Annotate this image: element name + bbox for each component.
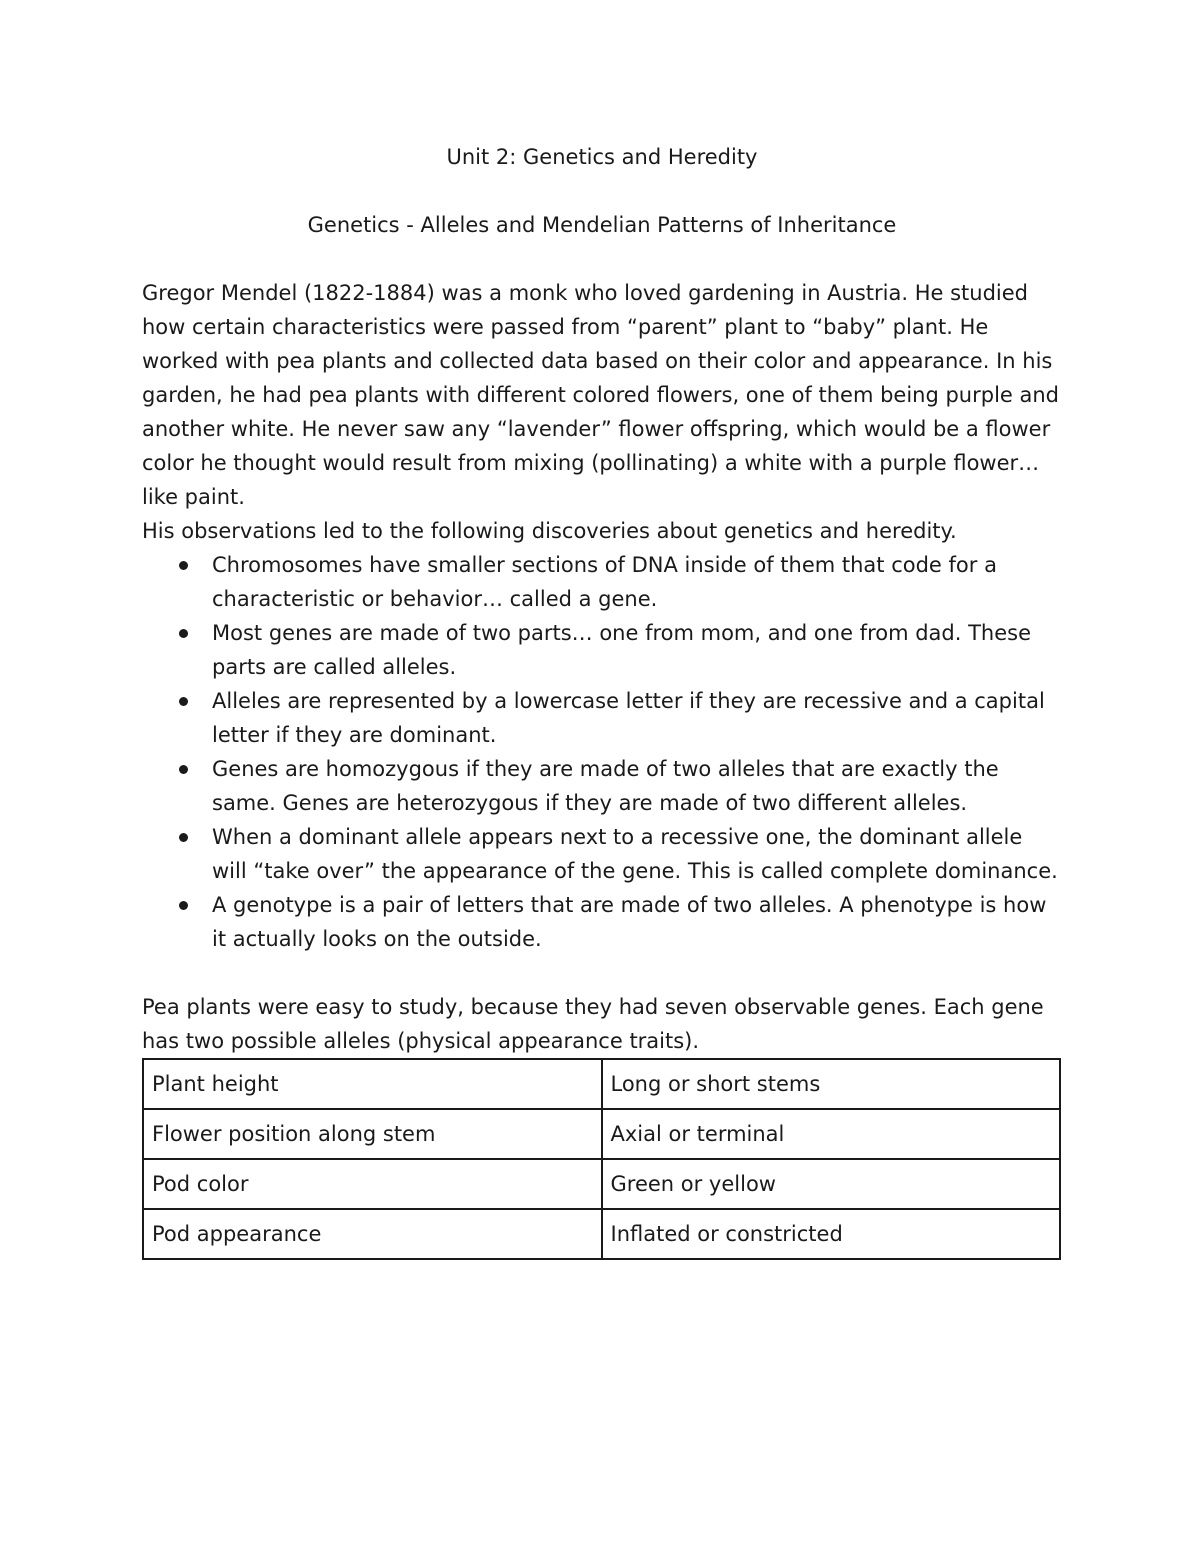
bullet-icon [179,697,188,706]
list-item [142,684,1062,752]
table-cell-alleles: Long or short stems [602,1059,1061,1109]
table-cell-trait: Pod appearance [143,1209,602,1259]
table-row [143,1059,1060,1109]
table-cell-trait: Flower position along stem [143,1109,602,1159]
discoveries-list [142,548,1062,956]
table-row [143,1109,1060,1159]
table-cell-trait: Plant height [143,1059,602,1109]
table-row [143,1159,1060,1209]
bullet-icon [179,561,188,570]
list-item-text: Most genes are made of two parts… one from mom, and one from dad. These parts are called alleles. [212,621,1032,679]
observations-lead: His observations led to the following discoveries about genetics and heredity. [142,519,957,543]
list-item [142,820,1062,888]
bullet-icon [179,629,188,638]
table-cell-alleles: Inflated or constricted [602,1209,1061,1259]
list-item [142,548,1062,616]
document-title: Unit 2: Genetics and Heredity [446,145,758,169]
table-cell-alleles: Axial or terminal [602,1109,1061,1159]
table-row [143,1209,1060,1259]
traits-table [142,1058,1061,1260]
bullet-icon [179,765,188,774]
list-item [142,752,1062,820]
document-page [142,140,1062,1260]
intro-paragraph: Gregor Mendel (1822-1884) was a monk who loved gardening in Austria. He studied how certain characteristics were passed from “parent” plant to “baby” plant. He worked with pea plants and collected data based on their color and appearance. In his garden, he had pea plants with different colored flowers, one of them being purple and another white. He never saw any “lavender” flower offspring, which would be a flower color he thought would result from mixing (pollinating) a white with a purple flower… like paint. [142,281,1060,509]
bullet-icon [179,901,188,910]
table-cell-alleles: Green or yellow [602,1159,1061,1209]
document-subtitle: Genetics - Alleles and Mendelian Patterns of Inheritance [307,213,897,237]
list-item-text: Alleles are represented by a lowercase letter if they are recessive and a capital letter if they are dominant. [212,689,1045,747]
list-item-text: When a dominant allele appears next to a recessive one, the dominant allele will “take over” the appearance of the gene. This is called complete dominance. [212,825,1058,883]
list-item-text: A genotype is a pair of letters that are made of two alleles. A phenotype is how it actually looks on the outside. [212,893,1047,951]
list-item [142,616,1062,684]
bullet-icon [179,833,188,842]
list-item [142,888,1062,956]
table-intro-paragraph: Pea plants were easy to study, because they had seven observable genes. Each gene has two possible alleles (physical appearance traits). [142,995,1044,1053]
list-item-text: Genes are homozygous if they are made of two alleles that are exactly the same. Genes are heterozygous if they are made of two different alleles. [212,757,999,815]
table-cell-trait: Pod color [143,1159,602,1209]
list-item-text: Chromosomes have smaller sections of DNA inside of them that code for a characteristic or behavior… called a gene. [212,553,997,611]
